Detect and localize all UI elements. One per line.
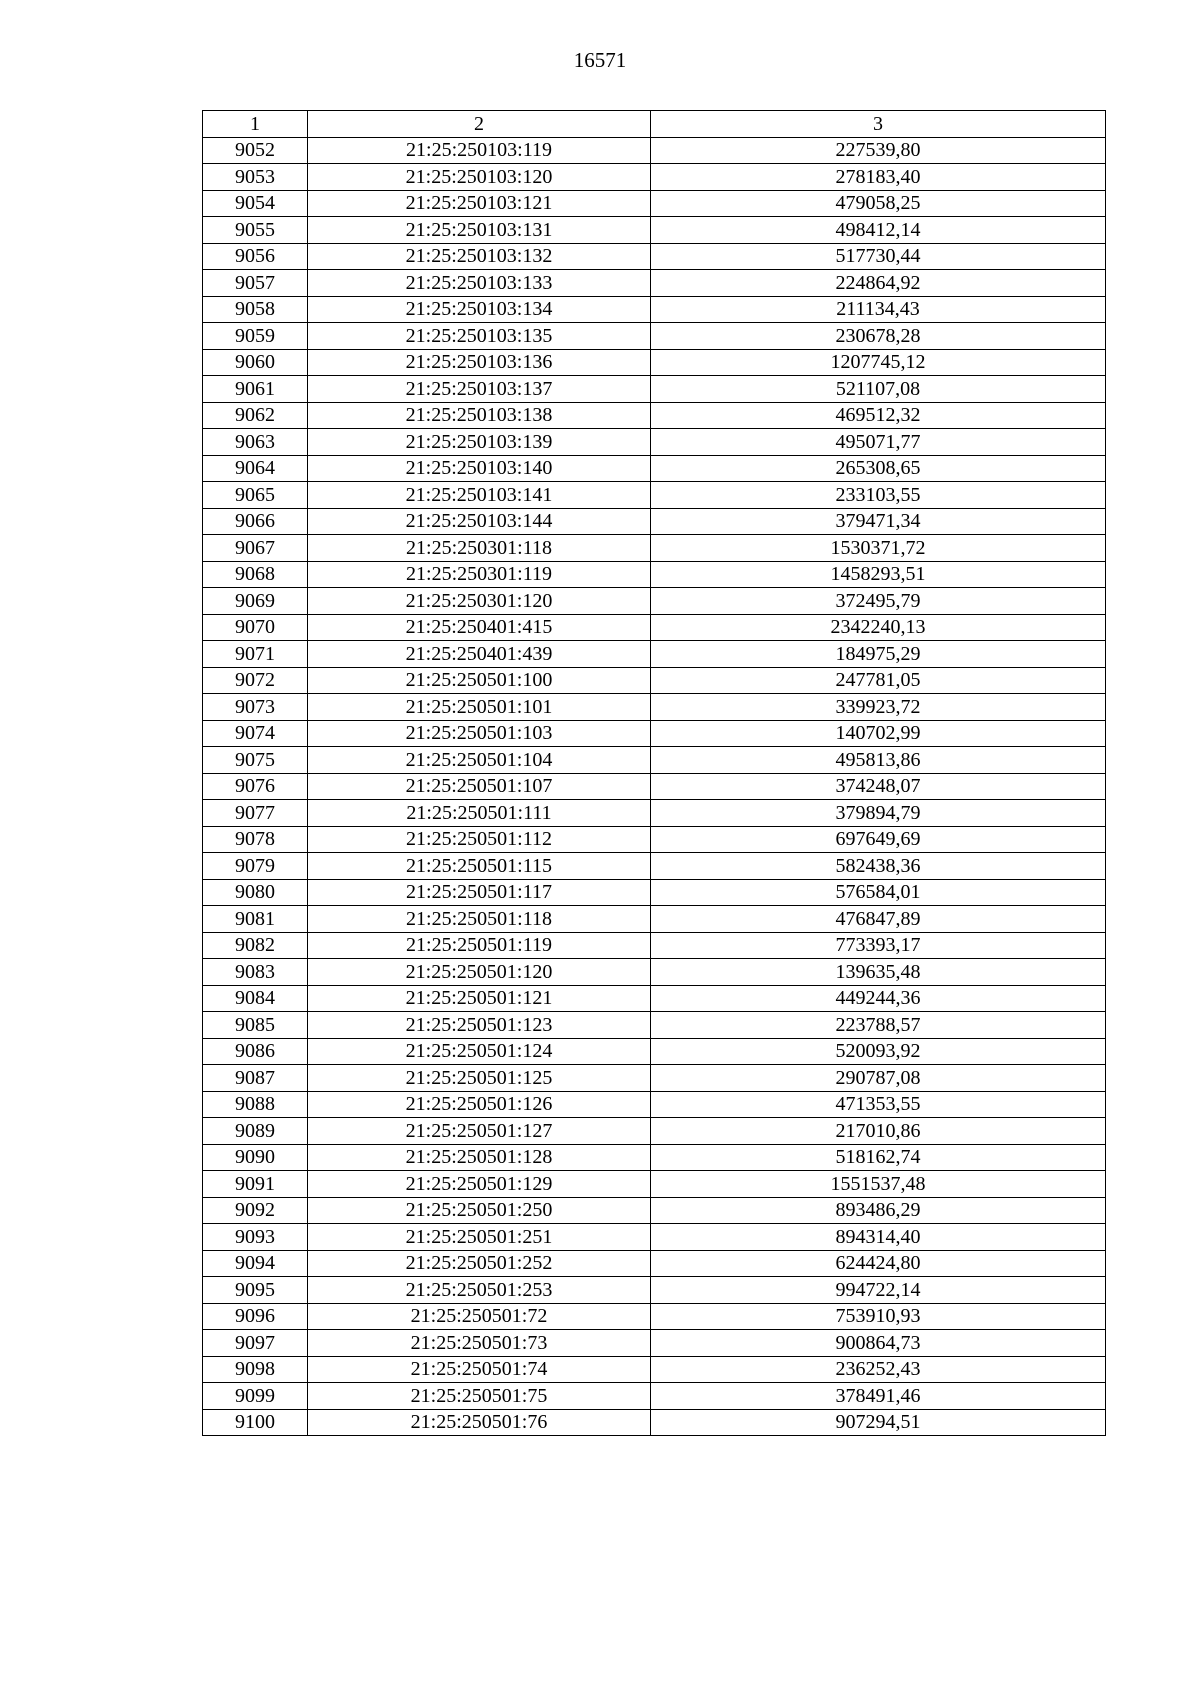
cell-cadastral-number: 21:25:250501:128: [308, 1144, 651, 1171]
column-header-1: 1: [203, 111, 308, 138]
table-row: [203, 959, 1106, 986]
cell-row-number: 9070: [203, 614, 308, 641]
table-row: [203, 1171, 1106, 1198]
table-row: [203, 932, 1106, 959]
cell-row-number: 9067: [203, 535, 308, 562]
cell-row-number: 9052: [203, 137, 308, 164]
cell-value: 2342240,13: [651, 614, 1106, 641]
cell-row-number: 9078: [203, 826, 308, 853]
cell-cadastral-number: 21:25:250103:121: [308, 190, 651, 217]
cell-cadastral-number: 21:25:250103:136: [308, 349, 651, 376]
cell-row-number: 9056: [203, 243, 308, 270]
cell-row-number: 9055: [203, 217, 308, 244]
table-row: [203, 614, 1106, 641]
cell-value: 697649,69: [651, 826, 1106, 853]
cell-cadastral-number: 21:25:250501:123: [308, 1012, 651, 1039]
cell-value: 900864,73: [651, 1330, 1106, 1357]
cell-cadastral-number: 21:25:250501:115: [308, 853, 651, 880]
cell-cadastral-number: 21:25:250501:253: [308, 1277, 651, 1304]
table-row: [203, 1383, 1106, 1410]
cell-row-number: 9084: [203, 985, 308, 1012]
cell-value: 894314,40: [651, 1224, 1106, 1251]
cell-cadastral-number: 21:25:250501:121: [308, 985, 651, 1012]
cell-row-number: 9089: [203, 1118, 308, 1145]
cell-value: 247781,05: [651, 667, 1106, 694]
cell-row-number: 9069: [203, 588, 308, 615]
cell-value: 217010,86: [651, 1118, 1106, 1145]
cell-row-number: 9058: [203, 296, 308, 323]
table-row: [203, 243, 1106, 270]
cell-value: 374248,07: [651, 773, 1106, 800]
table-row: [203, 720, 1106, 747]
cell-row-number: 9079: [203, 853, 308, 880]
cell-row-number: 9092: [203, 1197, 308, 1224]
cell-row-number: 9087: [203, 1065, 308, 1092]
cell-value: 372495,79: [651, 588, 1106, 615]
cell-value: 224864,92: [651, 270, 1106, 297]
cell-cadastral-number: 21:25:250103:131: [308, 217, 651, 244]
cell-row-number: 9059: [203, 323, 308, 350]
cell-value: 139635,48: [651, 959, 1106, 986]
cell-value: 518162,74: [651, 1144, 1106, 1171]
cell-cadastral-number: 21:25:250501:72: [308, 1303, 651, 1330]
cell-value: 290787,08: [651, 1065, 1106, 1092]
cell-cadastral-number: 21:25:250501:104: [308, 747, 651, 774]
cell-value: 498412,14: [651, 217, 1106, 244]
cell-row-number: 9072: [203, 667, 308, 694]
cell-cadastral-number: 21:25:250103:139: [308, 429, 651, 456]
cell-cadastral-number: 21:25:250103:141: [308, 482, 651, 509]
table-row: [203, 296, 1106, 323]
cell-value: 624424,80: [651, 1250, 1106, 1277]
cell-value: 233103,55: [651, 482, 1106, 509]
table-body: [203, 137, 1106, 1436]
cell-value: 140702,99: [651, 720, 1106, 747]
header-row: [203, 111, 1106, 138]
cell-row-number: 9062: [203, 402, 308, 429]
cell-cadastral-number: 21:25:250501:251: [308, 1224, 651, 1251]
cell-value: 278183,40: [651, 164, 1106, 191]
cell-row-number: 9090: [203, 1144, 308, 1171]
cell-cadastral-number: 21:25:250501:124: [308, 1038, 651, 1065]
cell-cadastral-number: 21:25:250103:135: [308, 323, 651, 350]
cell-row-number: 9080: [203, 879, 308, 906]
cell-cadastral-number: 21:25:250301:118: [308, 535, 651, 562]
table-row: [203, 1356, 1106, 1383]
cell-cadastral-number: 21:25:250301:119: [308, 561, 651, 588]
cell-cadastral-number: 21:25:250501:76: [308, 1409, 651, 1436]
cell-cadastral-number: 21:25:250401:439: [308, 641, 651, 668]
cell-row-number: 9061: [203, 376, 308, 403]
table-row: [203, 667, 1106, 694]
table-header: [203, 111, 1106, 138]
table-row: [203, 376, 1106, 403]
cell-value: 379471,34: [651, 508, 1106, 535]
cell-row-number: 9063: [203, 429, 308, 456]
table-row: [203, 1303, 1106, 1330]
table-row: [203, 561, 1106, 588]
cell-row-number: 9093: [203, 1224, 308, 1251]
table-row: [203, 1250, 1106, 1277]
cell-row-number: 9053: [203, 164, 308, 191]
table-row: [203, 323, 1106, 350]
cell-value: 230678,28: [651, 323, 1106, 350]
cell-row-number: 9064: [203, 455, 308, 482]
cell-value: 495813,86: [651, 747, 1106, 774]
cell-cadastral-number: 21:25:250501:250: [308, 1197, 651, 1224]
cell-row-number: 9065: [203, 482, 308, 509]
cell-row-number: 9097: [203, 1330, 308, 1357]
cell-cadastral-number: 21:25:250301:120: [308, 588, 651, 615]
cell-value: 378491,46: [651, 1383, 1106, 1410]
cell-row-number: 9100: [203, 1409, 308, 1436]
cell-row-number: 9083: [203, 959, 308, 986]
cell-row-number: 9086: [203, 1038, 308, 1065]
table-row: [203, 641, 1106, 668]
cell-cadastral-number: 21:25:250501:73: [308, 1330, 651, 1357]
cell-cadastral-number: 21:25:250501:112: [308, 826, 651, 853]
table-row: [203, 455, 1106, 482]
cell-row-number: 9076: [203, 773, 308, 800]
cell-value: 223788,57: [651, 1012, 1106, 1039]
cell-value: 907294,51: [651, 1409, 1106, 1436]
cell-cadastral-number: 21:25:250501:126: [308, 1091, 651, 1118]
cell-value: 184975,29: [651, 641, 1106, 668]
cell-cadastral-number: 21:25:250501:252: [308, 1250, 651, 1277]
cell-cadastral-number: 21:25:250103:140: [308, 455, 651, 482]
table-row: [203, 1330, 1106, 1357]
cell-value: 521107,08: [651, 376, 1106, 403]
cell-value: 476847,89: [651, 906, 1106, 933]
cell-cadastral-number: 21:25:250501:129: [308, 1171, 651, 1198]
cell-row-number: 9096: [203, 1303, 308, 1330]
cell-row-number: 9077: [203, 800, 308, 827]
cell-cadastral-number: 21:25:250103:138: [308, 402, 651, 429]
table-row: [203, 694, 1106, 721]
cell-value: 1458293,51: [651, 561, 1106, 588]
table-row: [203, 508, 1106, 535]
cell-value: 773393,17: [651, 932, 1106, 959]
cell-cadastral-number: 21:25:250103:120: [308, 164, 651, 191]
registry-table: [202, 110, 1106, 1436]
cell-value: 520093,92: [651, 1038, 1106, 1065]
table-row: [203, 535, 1106, 562]
table-row: [203, 773, 1106, 800]
table-row: [203, 826, 1106, 853]
cell-cadastral-number: 21:25:250501:100: [308, 667, 651, 694]
cell-row-number: 9073: [203, 694, 308, 721]
cell-row-number: 9081: [203, 906, 308, 933]
table-row: [203, 747, 1106, 774]
cell-row-number: 9091: [203, 1171, 308, 1198]
cell-row-number: 9085: [203, 1012, 308, 1039]
cell-row-number: 9082: [203, 932, 308, 959]
cell-value: 227539,80: [651, 137, 1106, 164]
cell-cadastral-number: 21:25:250501:119: [308, 932, 651, 959]
table-row: [203, 1277, 1106, 1304]
table-row: [203, 1091, 1106, 1118]
table-row: [203, 906, 1106, 933]
cell-cadastral-number: 21:25:250501:103: [308, 720, 651, 747]
cell-value: 1530371,72: [651, 535, 1106, 562]
table-row: [203, 588, 1106, 615]
column-header-3: 3: [651, 111, 1106, 138]
cell-value: 471353,55: [651, 1091, 1106, 1118]
cell-row-number: 9099: [203, 1383, 308, 1410]
cell-value: 1207745,12: [651, 349, 1106, 376]
table-row: [203, 1118, 1106, 1145]
cell-row-number: 9060: [203, 349, 308, 376]
cell-cadastral-number: 21:25:250103:137: [308, 376, 651, 403]
cell-row-number: 9071: [203, 641, 308, 668]
table-row: [203, 985, 1106, 1012]
cell-cadastral-number: 21:25:250501:107: [308, 773, 651, 800]
table-row: [203, 1197, 1106, 1224]
table-row: [203, 879, 1106, 906]
cell-row-number: 9075: [203, 747, 308, 774]
cell-cadastral-number: 21:25:250103:144: [308, 508, 651, 535]
cell-row-number: 9098: [203, 1356, 308, 1383]
cell-value: 753910,93: [651, 1303, 1106, 1330]
cell-cadastral-number: 21:25:250103:132: [308, 243, 651, 270]
page-number: 16571: [573, 48, 627, 72]
cell-value: 893486,29: [651, 1197, 1106, 1224]
cell-cadastral-number: 21:25:250501:127: [308, 1118, 651, 1145]
cell-cadastral-number: 21:25:250501:118: [308, 906, 651, 933]
cell-cadastral-number: 21:25:250501:101: [308, 694, 651, 721]
cell-value: 236252,43: [651, 1356, 1106, 1383]
table-row: [203, 853, 1106, 880]
table-row: [203, 1409, 1106, 1436]
cell-cadastral-number: 21:25:250103:134: [308, 296, 651, 323]
table-row: [203, 429, 1106, 456]
cell-value: 495071,77: [651, 429, 1106, 456]
cell-value: 339923,72: [651, 694, 1106, 721]
cell-row-number: 9094: [203, 1250, 308, 1277]
cell-value: 576584,01: [651, 879, 1106, 906]
cell-cadastral-number: 21:25:250103:119: [308, 137, 651, 164]
table-row: [203, 1012, 1106, 1039]
cell-cadastral-number: 21:25:250501:111: [308, 800, 651, 827]
column-header-2: 2: [308, 111, 651, 138]
cell-value: 469512,32: [651, 402, 1106, 429]
cell-value: 265308,65: [651, 455, 1106, 482]
cell-row-number: 9068: [203, 561, 308, 588]
cell-cadastral-number: 21:25:250401:415: [308, 614, 651, 641]
table-row: [203, 482, 1106, 509]
cell-cadastral-number: 21:25:250501:120: [308, 959, 651, 986]
table-row: [203, 1038, 1106, 1065]
cell-cadastral-number: 21:25:250501:125: [308, 1065, 651, 1092]
table-row: [203, 137, 1106, 164]
table-row: [203, 402, 1106, 429]
cell-cadastral-number: 21:25:250103:133: [308, 270, 651, 297]
table-row: [203, 1144, 1106, 1171]
cell-value: 517730,44: [651, 243, 1106, 270]
cell-row-number: 9095: [203, 1277, 308, 1304]
table-row: [203, 270, 1106, 297]
table-row: [203, 164, 1106, 191]
table-row: [203, 217, 1106, 244]
cell-row-number: 9054: [203, 190, 308, 217]
cell-value: 449244,36: [651, 985, 1106, 1012]
cell-value: 582438,36: [651, 853, 1106, 880]
table-row: [203, 800, 1106, 827]
cell-row-number: 9088: [203, 1091, 308, 1118]
table-row: [203, 1065, 1106, 1092]
cell-value: 994722,14: [651, 1277, 1106, 1304]
cell-cadastral-number: 21:25:250501:75: [308, 1383, 651, 1410]
cell-value: 211134,43: [651, 296, 1106, 323]
table-row: [203, 190, 1106, 217]
cell-value: 379894,79: [651, 800, 1106, 827]
cell-row-number: 9066: [203, 508, 308, 535]
table-row: [203, 1224, 1106, 1251]
cell-cadastral-number: 21:25:250501:74: [308, 1356, 651, 1383]
cell-value: 1551537,48: [651, 1171, 1106, 1198]
cell-cadastral-number: 21:25:250501:117: [308, 879, 651, 906]
table-row: [203, 349, 1106, 376]
cell-row-number: 9057: [203, 270, 308, 297]
cell-row-number: 9074: [203, 720, 308, 747]
cell-value: 479058,25: [651, 190, 1106, 217]
